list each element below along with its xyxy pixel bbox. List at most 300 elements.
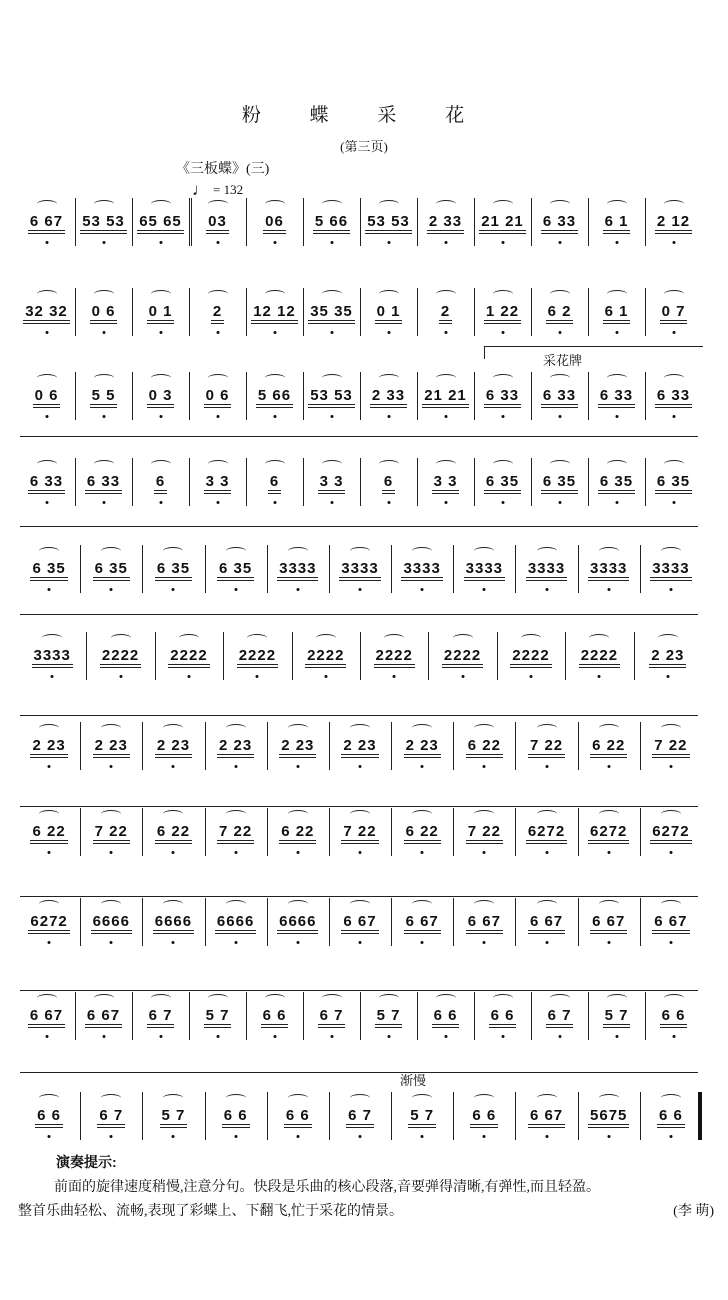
- low-octave-dot: [598, 675, 601, 678]
- low-octave-dot: [607, 851, 610, 854]
- measure-notes: 6 33: [599, 387, 634, 404]
- slur-mark: [379, 200, 399, 208]
- low-octave-dot: [102, 1035, 105, 1038]
- tempo-value: = 132: [213, 182, 244, 197]
- slur-mark: [474, 724, 494, 732]
- barline: [329, 898, 330, 946]
- measure: [474, 288, 531, 336]
- barline: [565, 632, 566, 680]
- slur-mark: [537, 1094, 557, 1102]
- barline: [329, 722, 330, 770]
- measure: [292, 632, 360, 680]
- barline: [267, 722, 268, 770]
- measure: [75, 288, 132, 336]
- measure-notes: 2 12: [656, 213, 691, 230]
- measure: [267, 545, 329, 593]
- notes-author: (李 萌): [673, 1204, 714, 1219]
- barline: [303, 288, 304, 336]
- measure: [18, 992, 75, 1040]
- measure: [428, 632, 496, 680]
- barline: [189, 992, 190, 1040]
- slur-mark: [39, 724, 59, 732]
- barline: [417, 198, 418, 246]
- low-octave-dot: [110, 941, 113, 944]
- slur-mark: [208, 994, 228, 1002]
- low-octave-dot: [216, 501, 219, 504]
- notes-paragraph-2-row: [18, 1200, 714, 1224]
- slur-mark: [179, 634, 199, 642]
- low-octave-dot: [256, 675, 259, 678]
- measure-notes: 6 22: [592, 737, 626, 754]
- slur-mark: [379, 290, 399, 298]
- low-octave-dot: [461, 675, 464, 678]
- measure: [417, 458, 474, 506]
- slur-mark: [664, 994, 684, 1002]
- slur-mark: [163, 900, 183, 908]
- system-rule: [20, 715, 698, 716]
- slur-mark: [599, 724, 619, 732]
- measure-notes: 3333: [33, 647, 71, 664]
- low-octave-dot: [483, 588, 486, 591]
- measure: [515, 545, 577, 593]
- measure: [132, 372, 189, 420]
- barline: [303, 198, 304, 246]
- measure: [645, 372, 702, 420]
- barline: [267, 1092, 268, 1140]
- measure: [18, 545, 80, 593]
- barline: [75, 992, 76, 1040]
- barline: [132, 372, 133, 420]
- slur-mark: [537, 724, 557, 732]
- slur-mark: [550, 290, 570, 298]
- barline: [515, 808, 516, 856]
- slur-mark: [664, 290, 684, 298]
- slur-mark: [101, 810, 121, 818]
- measure-notes: 2 23: [651, 647, 685, 664]
- measure-notes: 53 53: [310, 387, 353, 404]
- measure: [18, 898, 80, 946]
- measure-notes: 6 33: [485, 387, 520, 404]
- measure-notes: 7 22: [219, 823, 253, 840]
- slur-mark: [288, 810, 308, 818]
- measure: [329, 545, 391, 593]
- low-octave-dot: [296, 851, 299, 854]
- measure-notes: 3 3: [433, 473, 458, 490]
- measure: [142, 545, 204, 593]
- barline: [640, 898, 641, 946]
- low-octave-dot: [483, 851, 486, 854]
- slur-mark: [550, 460, 570, 468]
- slur-mark: [493, 290, 513, 298]
- measure-notes: 0 6: [34, 387, 59, 404]
- measure: [417, 288, 474, 336]
- low-octave-dot: [444, 1035, 447, 1038]
- low-octave-dot: [159, 415, 162, 418]
- slur-mark: [412, 724, 432, 732]
- slur-mark: [163, 810, 183, 818]
- measure-notes: 2 33: [371, 387, 406, 404]
- measure: [360, 288, 417, 336]
- low-octave-dot: [273, 501, 276, 504]
- slur-mark: [39, 547, 59, 555]
- slur-mark: [316, 634, 336, 642]
- measure: [515, 898, 577, 946]
- measure: [515, 1092, 577, 1140]
- tempo-marking: [192, 180, 243, 200]
- barline: [474, 198, 475, 246]
- measure-notes: 6 1: [604, 303, 629, 320]
- slur-mark: [265, 994, 285, 1002]
- slur-mark: [288, 724, 308, 732]
- low-octave-dot: [330, 415, 333, 418]
- barline: [515, 898, 516, 946]
- low-octave-dot: [358, 588, 361, 591]
- measure-notes: 6 22: [281, 823, 315, 840]
- slur-mark: [550, 994, 570, 1002]
- measure-notes: 6272: [590, 823, 628, 840]
- measure: [132, 458, 189, 506]
- slur-mark: [493, 374, 513, 382]
- measure: [267, 1092, 329, 1140]
- barline: [86, 632, 87, 680]
- slur-mark: [288, 1094, 308, 1102]
- system-rule: [20, 526, 698, 527]
- measure: [391, 808, 453, 856]
- slur-mark: [37, 290, 57, 298]
- measure: [578, 545, 640, 593]
- low-octave-dot: [330, 501, 333, 504]
- score-row: [18, 898, 702, 946]
- measure: [18, 1092, 80, 1140]
- measure-notes: 6 35: [219, 560, 253, 577]
- measure-notes: 6666: [92, 913, 130, 930]
- barline: [391, 722, 392, 770]
- slur-mark: [322, 374, 342, 382]
- measure-notes: 6 6: [37, 1107, 62, 1124]
- measure: [515, 722, 577, 770]
- barline: [142, 808, 143, 856]
- measure-notes: 0 1: [148, 303, 173, 320]
- slur-mark: [664, 460, 684, 468]
- low-octave-dot: [672, 1035, 675, 1038]
- measure-notes: 21 21: [424, 387, 467, 404]
- performance-notes: [18, 1150, 714, 1224]
- slur-mark: [37, 994, 57, 1002]
- slur-mark: [589, 634, 609, 642]
- low-octave-dot: [296, 941, 299, 944]
- slur-mark: [474, 1094, 494, 1102]
- measure-notes: 6 67: [29, 213, 64, 230]
- low-octave-dot: [216, 241, 219, 244]
- barline: [205, 545, 206, 593]
- low-octave-dot: [172, 765, 175, 768]
- low-octave-dot: [558, 501, 561, 504]
- slur-mark: [265, 290, 285, 298]
- low-octave-dot: [216, 415, 219, 418]
- barline: [246, 372, 247, 420]
- low-octave-dot: [102, 241, 105, 244]
- slur-mark: [550, 200, 570, 208]
- measure-notes: 3 3: [319, 473, 344, 490]
- slur-mark: [412, 900, 432, 908]
- measure-notes: 3 3: [205, 473, 230, 490]
- measure-notes: 06: [265, 213, 284, 230]
- measure-notes: 6666: [216, 913, 255, 930]
- slur-mark: [265, 460, 285, 468]
- measure-notes: 2 23: [219, 737, 253, 754]
- slur-mark: [39, 900, 59, 908]
- measure: [531, 288, 588, 336]
- barline: [531, 198, 532, 246]
- measure-notes: 6 33: [86, 473, 121, 490]
- barline: [132, 198, 133, 246]
- measure: [132, 992, 189, 1040]
- slur-mark: [537, 900, 557, 908]
- barline: [453, 1092, 454, 1140]
- slur-mark: [208, 200, 228, 208]
- barline: [391, 808, 392, 856]
- measure: [18, 372, 75, 420]
- measure: [75, 198, 132, 246]
- barline: [189, 458, 190, 506]
- measure: [267, 898, 329, 946]
- slur-mark: [94, 994, 114, 1002]
- barline: [75, 458, 76, 506]
- measure: [578, 898, 640, 946]
- low-octave-dot: [672, 501, 675, 504]
- measure: [303, 372, 360, 420]
- measure-notes: 6 6: [490, 1007, 515, 1024]
- system-rule: [20, 896, 698, 897]
- measure-notes: 6 33: [29, 473, 64, 490]
- barline: [640, 545, 641, 593]
- section-bracket: [484, 346, 703, 359]
- measure-notes: 6 33: [656, 387, 691, 404]
- slur-mark: [151, 460, 171, 468]
- measure-notes: 2 23: [156, 737, 191, 754]
- slur-mark: [474, 547, 494, 555]
- measure-notes: 5 7: [161, 1107, 186, 1124]
- measure-notes: 3333: [465, 560, 504, 577]
- barline: [645, 372, 646, 420]
- measure: [189, 198, 246, 246]
- notes-paragraph-2: 整首乐曲轻松、流畅,表现了彩蝶上、下翻飞,忙于采花的情景。: [18, 1204, 403, 1219]
- measure: [453, 808, 515, 856]
- low-octave-dot: [483, 941, 486, 944]
- low-octave-dot: [669, 588, 672, 591]
- slur-mark: [474, 810, 494, 818]
- low-octave-dot: [558, 1035, 561, 1038]
- low-octave-dot: [159, 501, 162, 504]
- measure-notes: 6 6: [661, 1007, 686, 1024]
- low-octave-dot: [545, 851, 548, 854]
- slur-mark: [37, 200, 57, 208]
- measure: [453, 898, 515, 946]
- slur-mark: [163, 724, 183, 732]
- low-octave-dot: [119, 675, 122, 678]
- slur-mark: [350, 1094, 370, 1102]
- barline: [80, 808, 81, 856]
- measure: [329, 808, 391, 856]
- measure: [75, 458, 132, 506]
- slur-mark: [151, 290, 171, 298]
- measure-notes: 6 67: [405, 913, 439, 930]
- score-row: [18, 545, 702, 593]
- measure: [155, 632, 223, 680]
- barline: [360, 288, 361, 336]
- measure: [531, 372, 588, 420]
- low-octave-dot: [296, 588, 299, 591]
- measure-notes: 6 6: [285, 1107, 310, 1124]
- measure-notes: 5 7: [604, 1007, 629, 1024]
- slur-mark: [94, 460, 114, 468]
- measure-notes: 7 22: [467, 823, 501, 840]
- slur-mark: [664, 374, 684, 382]
- slur-mark: [163, 1094, 183, 1102]
- measure: [360, 632, 428, 680]
- barline: [132, 458, 133, 506]
- measure: [578, 722, 640, 770]
- measure-notes: 6: [155, 473, 166, 490]
- barline: [80, 1092, 81, 1140]
- barline: [223, 632, 224, 680]
- measure: [75, 372, 132, 420]
- measure-notes: 5675: [590, 1107, 628, 1124]
- barline: [578, 545, 579, 593]
- barline: [453, 808, 454, 856]
- measure: [246, 288, 303, 336]
- low-octave-dot: [172, 851, 175, 854]
- slur-mark: [537, 810, 557, 818]
- low-octave-dot: [159, 241, 162, 244]
- measure: [645, 198, 702, 246]
- low-octave-dot: [159, 331, 162, 334]
- slur-mark: [111, 634, 131, 642]
- low-octave-dot: [672, 331, 675, 334]
- slur-mark: [288, 547, 308, 555]
- low-octave-dot: [358, 941, 361, 944]
- measure-notes: 0 3: [148, 387, 173, 404]
- low-octave-dot: [387, 241, 390, 244]
- measure-notes: 6 35: [542, 473, 577, 490]
- measure-notes: 3333: [527, 560, 566, 577]
- barline: [515, 545, 516, 593]
- low-octave-dot: [483, 1135, 486, 1138]
- low-octave-dot: [444, 415, 447, 418]
- barline: [578, 1092, 579, 1140]
- barline: [132, 992, 133, 1040]
- barline: [205, 722, 206, 770]
- low-octave-dot: [51, 675, 54, 678]
- low-octave-dot: [615, 241, 618, 244]
- measure-notes: 35 35: [310, 303, 353, 320]
- barline: [360, 198, 361, 246]
- measure: [360, 992, 417, 1040]
- barline: [588, 992, 589, 1040]
- measure: [205, 898, 267, 946]
- measure: [246, 372, 303, 420]
- notes-paragraph-1: 前面的旋律速度稍慢,注意分句。快段是乐曲的核心段落,音要弹得清晰,有弹性,而且轻盈。: [54, 1180, 600, 1195]
- measure: [303, 458, 360, 506]
- low-octave-dot: [48, 851, 51, 854]
- score-row: [18, 198, 702, 246]
- low-octave-dot: [672, 415, 675, 418]
- measure-notes: 2222: [307, 647, 345, 664]
- measure-notes: 6 33: [542, 213, 577, 230]
- barline: [474, 288, 475, 336]
- low-octave-dot: [529, 675, 532, 678]
- measure-notes: 2222: [443, 647, 482, 664]
- measure-notes: 2: [212, 303, 223, 320]
- barline: [417, 458, 418, 506]
- measure: [86, 632, 154, 680]
- low-octave-dot: [216, 331, 219, 334]
- low-octave-dot: [393, 675, 396, 678]
- low-octave-dot: [545, 1135, 548, 1138]
- low-octave-dot: [421, 765, 424, 768]
- measure-notes: 3333: [403, 560, 441, 577]
- low-octave-dot: [45, 415, 48, 418]
- slur-mark: [384, 634, 404, 642]
- slur-mark: [208, 460, 228, 468]
- slur-mark: [607, 290, 627, 298]
- low-octave-dot: [234, 941, 237, 944]
- measure: [640, 722, 702, 770]
- barline: [80, 898, 81, 946]
- low-octave-dot: [421, 588, 424, 591]
- section-label: 《三板蝶》(三): [176, 162, 270, 177]
- low-octave-dot: [324, 675, 327, 678]
- measure-notes: 2222: [170, 647, 208, 664]
- low-octave-dot: [558, 415, 561, 418]
- barline: [142, 545, 143, 593]
- low-octave-dot: [501, 415, 504, 418]
- measure-notes: 0 6: [91, 303, 116, 320]
- low-octave-dot: [45, 241, 48, 244]
- measure-notes: 2 23: [281, 737, 315, 754]
- measure-notes: 5 66: [314, 213, 349, 230]
- low-octave-dot: [48, 588, 51, 591]
- system-rule: [20, 990, 698, 991]
- low-octave-dot: [110, 765, 113, 768]
- barline: [360, 458, 361, 506]
- low-octave-dot: [48, 765, 51, 768]
- low-octave-dot: [387, 331, 390, 334]
- low-octave-dot: [669, 851, 672, 854]
- measure-notes: 2222: [580, 647, 619, 664]
- measure: [189, 458, 246, 506]
- measure-notes: 0 6: [205, 387, 230, 404]
- low-octave-dot: [358, 765, 361, 768]
- low-octave-dot: [545, 588, 548, 591]
- measure-notes: 5 7: [376, 1007, 401, 1024]
- measure: [417, 992, 474, 1040]
- measure-notes: 6272: [527, 823, 566, 840]
- slur-mark: [39, 1094, 59, 1102]
- system-rule: [20, 806, 698, 807]
- measure-notes: 2222: [101, 647, 140, 664]
- slur-mark: [94, 374, 114, 382]
- slur-mark: [599, 810, 619, 818]
- measure: [360, 198, 417, 246]
- measure: [18, 632, 86, 680]
- barline: [132, 288, 133, 336]
- slur-mark: [226, 724, 246, 732]
- slur-mark: [226, 547, 246, 555]
- measure-notes: 6 67: [29, 1007, 64, 1024]
- low-octave-dot: [330, 241, 333, 244]
- low-octave-dot: [669, 765, 672, 768]
